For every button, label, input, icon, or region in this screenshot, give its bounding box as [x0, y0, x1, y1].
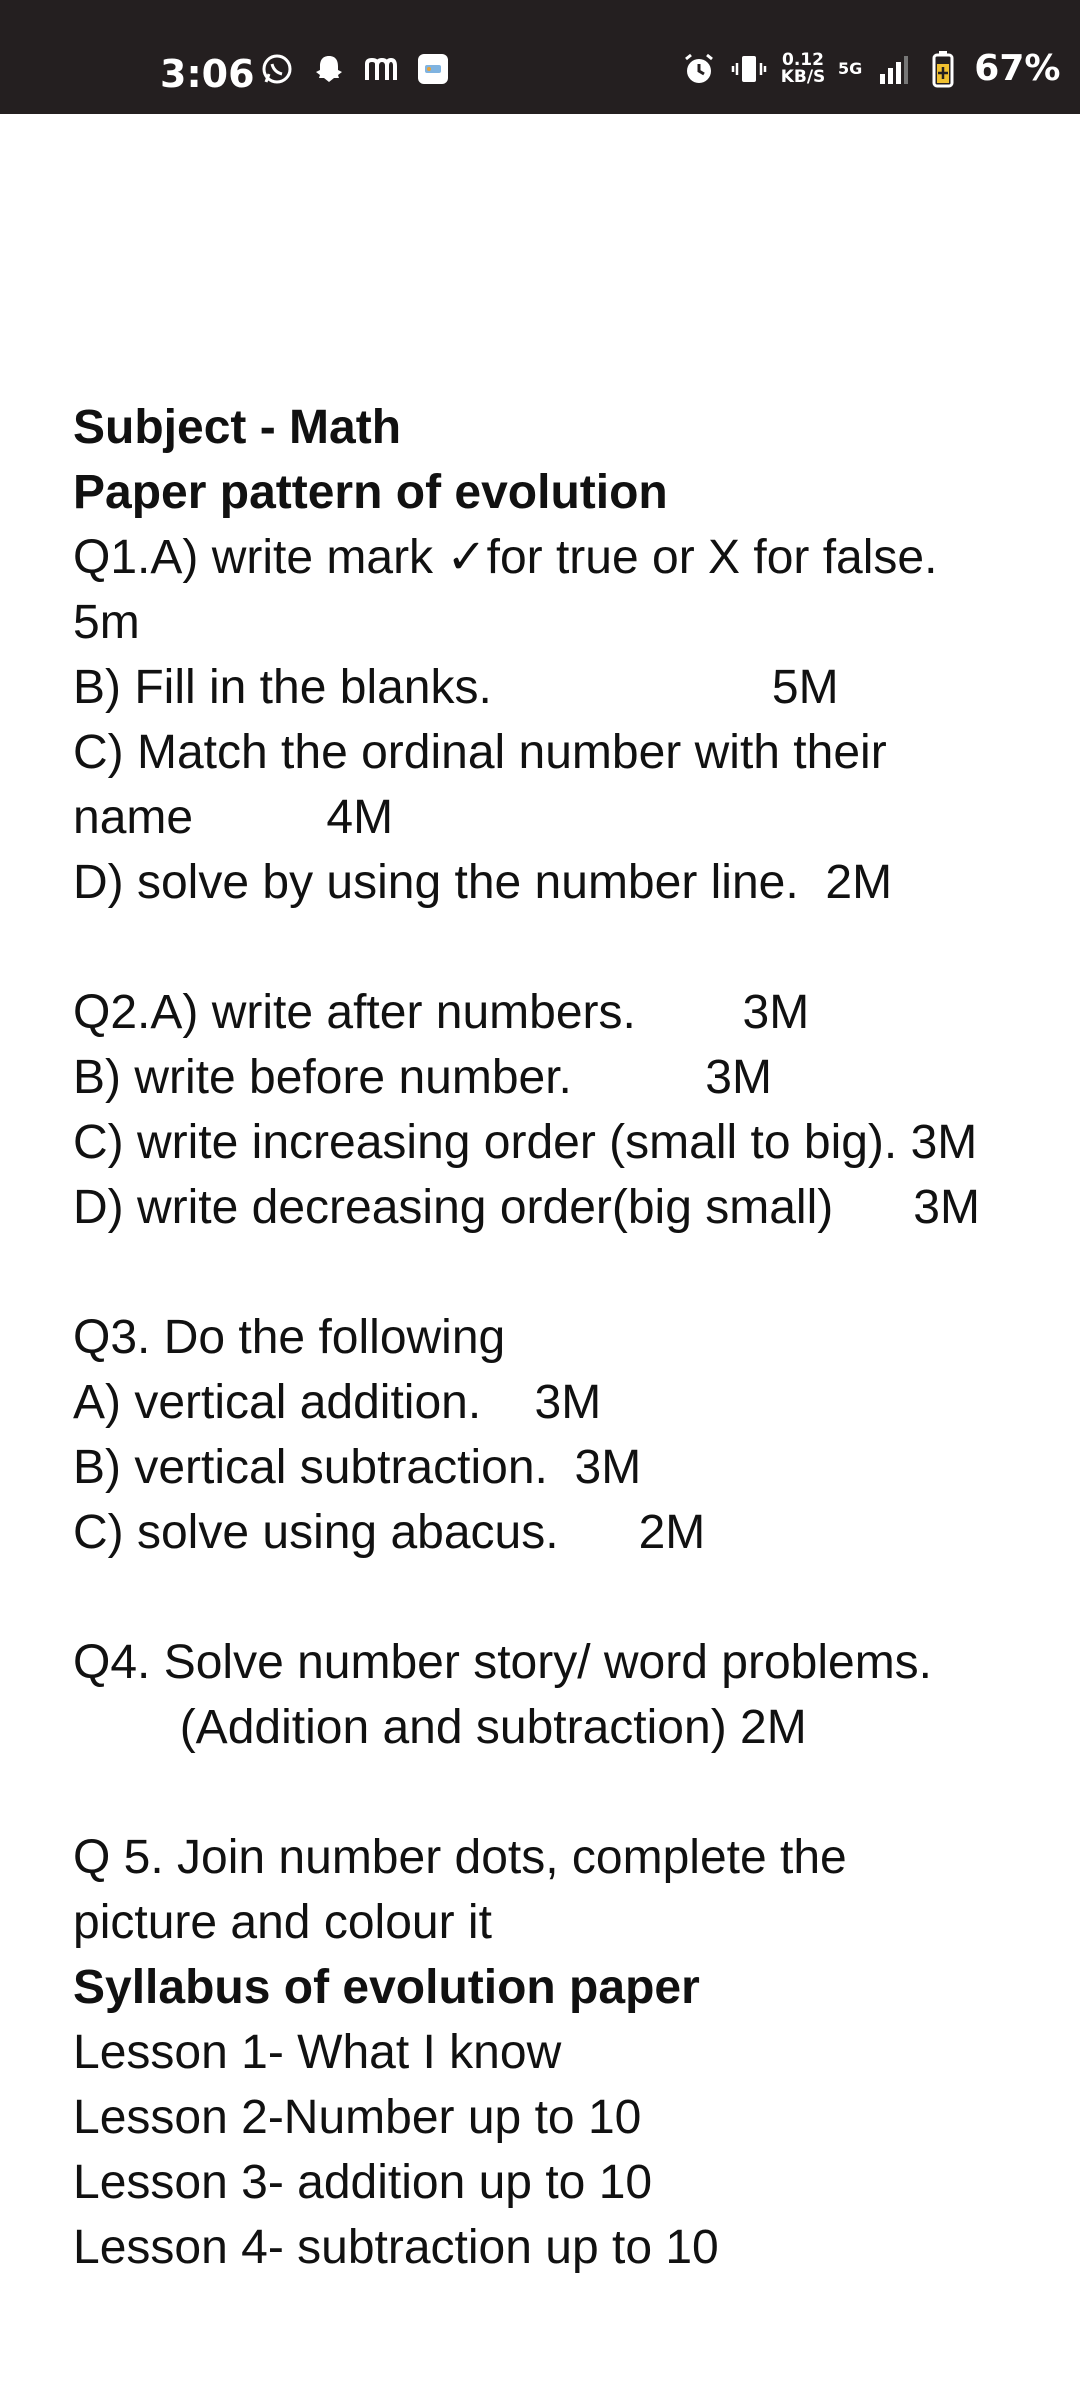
m-app-icon — [362, 50, 400, 88]
network-speed-value: 0.12 — [782, 49, 824, 70]
lesson-item: Lesson 1- What I know — [73, 2026, 562, 2079]
message-document — [73, 395, 1033, 2280]
q5-cont: picture and colour it — [73, 1896, 492, 1949]
q1-d: D) solve by using the number line. 2M — [73, 856, 893, 909]
signal-icon — [874, 50, 912, 88]
q5: Q 5. Join number dots, complete the — [73, 1831, 847, 1884]
vibrate-icon — [730, 50, 768, 88]
q2-c: C) write increasing order (small to big). 3M — [73, 1116, 978, 1169]
q3-title: Q3. Do the following — [73, 1311, 506, 1364]
battery-icon — [924, 50, 962, 88]
system-icons — [680, 48, 1060, 89]
spacer — [73, 915, 1033, 980]
q1-c-cont: name 4M — [73, 791, 394, 844]
network-type: 5G — [838, 59, 863, 78]
q2-d: D) write decreasing order(big small) 3M — [73, 1181, 980, 1234]
lesson-item: Lesson 4- subtraction up to 10 — [73, 2221, 719, 2274]
notification-icons — [258, 50, 452, 88]
network-speed — [780, 49, 826, 87]
battery-percent: 67% — [974, 48, 1061, 89]
q2-a: Q2.A) write after numbers. 3M — [73, 986, 810, 1039]
q3-b: B) vertical subtraction. 3M — [73, 1441, 642, 1494]
q1-a-marks: 5m — [73, 596, 140, 649]
spacer — [73, 1240, 1033, 1305]
lesson-item: Lesson 3- addition up to 10 — [73, 2156, 653, 2209]
network-speed-unit: KB/S — [780, 66, 826, 87]
spacer — [73, 1565, 1033, 1630]
status-bar — [0, 0, 1080, 114]
subject-heading: Subject - Math — [73, 401, 402, 454]
q1-a: Q1.A) write mark ✓for true or X for false. — [73, 531, 938, 584]
spacer — [73, 1760, 1033, 1825]
paper-title: Paper pattern of evolution — [73, 466, 668, 519]
q3-a: A) vertical addition. 3M — [73, 1376, 602, 1429]
snapchat-icon — [310, 50, 348, 88]
lesson-item: Lesson 2-Number up to 10 — [73, 2091, 642, 2144]
q2-b: B) write before number. 3M — [73, 1051, 772, 1104]
q1-b: B) Fill in the blanks. 5M — [73, 661, 839, 714]
q1-c: C) Match the ordinal number with their — [73, 726, 887, 779]
app-icon — [414, 50, 452, 88]
alarm-icon — [680, 50, 718, 88]
status-time: 3:06 — [160, 52, 255, 96]
syllabus-title: Syllabus of evolution paper — [73, 1961, 700, 2014]
q4: Q4. Solve number story/ word problems. — [73, 1636, 933, 1689]
q3-c: C) solve using abacus. 2M — [73, 1506, 706, 1559]
q4-cont: (Addition and subtraction) 2M — [73, 1701, 807, 1754]
whatsapp-icon — [258, 50, 296, 88]
